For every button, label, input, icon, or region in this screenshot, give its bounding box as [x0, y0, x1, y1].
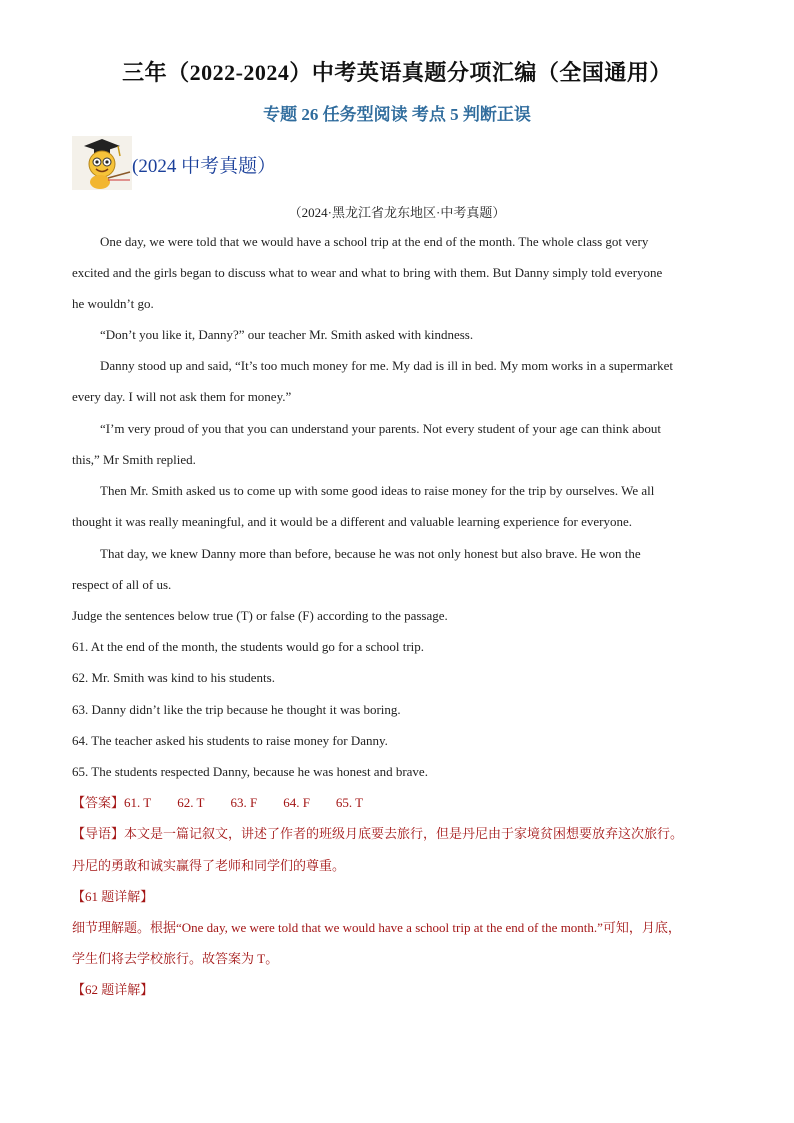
- passage-line: “Don’t you like it, Danny?” our teacher Mr. Smith asked with kindness.: [100, 327, 474, 342]
- passage-line: he wouldn’t go.: [72, 296, 154, 311]
- year-tag: (2024 中考真题）: [132, 156, 277, 177]
- answer-key: [72, 794, 724, 812]
- passage-line: this,” Mr Smith replied.: [72, 452, 196, 467]
- passage-line: respect of all of us.: [72, 577, 172, 592]
- detail-62-label: 【62 题详解】: [72, 982, 154, 997]
- passage-line: Danny stood up and said, “It’s too much money for me. My dad is ill in bed. My mom works in a supermarket: [100, 358, 673, 373]
- guide-label: 【导语】: [72, 826, 125, 841]
- passage-line: every day. I will not ask them for money.”: [72, 389, 292, 404]
- guide-line: [72, 825, 724, 843]
- answer-item: 64. F: [283, 795, 310, 810]
- page-subtitle: 专题 26 任务型阅读 考点 5 判断正误: [263, 105, 531, 124]
- answer-label: 【答案】: [72, 795, 125, 810]
- guide-text: 本文是一篇记叙文，讲述了作者的班级月底要去旅行，但是丹尼由于家境贫困想要放弃这次旅行。: [124, 826, 684, 841]
- detail-61-text: 细节理解题。根据“One day, we were told that we would have a school trip at the end of the month.”可知，月底，: [72, 920, 681, 935]
- answer-item: 65. T: [335, 795, 364, 810]
- answer-item: 61. T: [124, 795, 152, 810]
- passage-line: “I’m very proud of you that you can understand your parents. Not every student of your age can think about: [100, 421, 662, 436]
- detail-61-text: 学生们将去学校旅行。故答案为 T。: [72, 951, 279, 966]
- page-title: 三年（2022-2024）中考英语真题分项汇编（全国通用）: [122, 60, 672, 85]
- detail-61-label: 【61 题详解】: [72, 889, 154, 904]
- answer-item: 62. T: [177, 795, 205, 810]
- question-65: 65. The students respected Danny, because he was honest and brave.: [72, 764, 428, 779]
- question-source: （2024·黑龙江省龙东地区·中考真题）: [288, 205, 506, 220]
- question-63: 63. Danny didn’t like the trip because he thought it was boring.: [72, 702, 401, 717]
- passage-line: Then Mr. Smith asked us to come up with some good ideas to raise money for the trip by ourselves. We all: [100, 483, 655, 498]
- question-62: 62. Mr. Smith was kind to his students.: [72, 670, 275, 685]
- question-61: 61. At the end of the month, the students would go for a school trip.: [72, 639, 425, 654]
- passage-line: One day, we were told that we would have a school trip at the end of the month. The whole class got very: [100, 234, 649, 249]
- instruction: Judge the sentences below true (T) or false (F) according to the passage.: [72, 608, 448, 623]
- answer-item: 63. F: [230, 795, 258, 810]
- passage-line: excited and the girls began to discuss what to wear and what to bring with them. But Danny simply told everyone: [72, 265, 663, 280]
- passage-line: thought it was really meaningful, and it would be a different and valuable learning experience for everyone.: [72, 514, 632, 529]
- passage-line: That day, we knew Danny more than before, because he was not only honest but also brave. He won the: [100, 546, 641, 561]
- graduation-mascot-icon: [72, 136, 132, 190]
- guide-line: 丹尼的勇敢和诚实赢得了老师和同学们的尊重。: [72, 858, 346, 873]
- question-64: 64. The teacher asked his students to raise money for Danny.: [72, 733, 388, 748]
